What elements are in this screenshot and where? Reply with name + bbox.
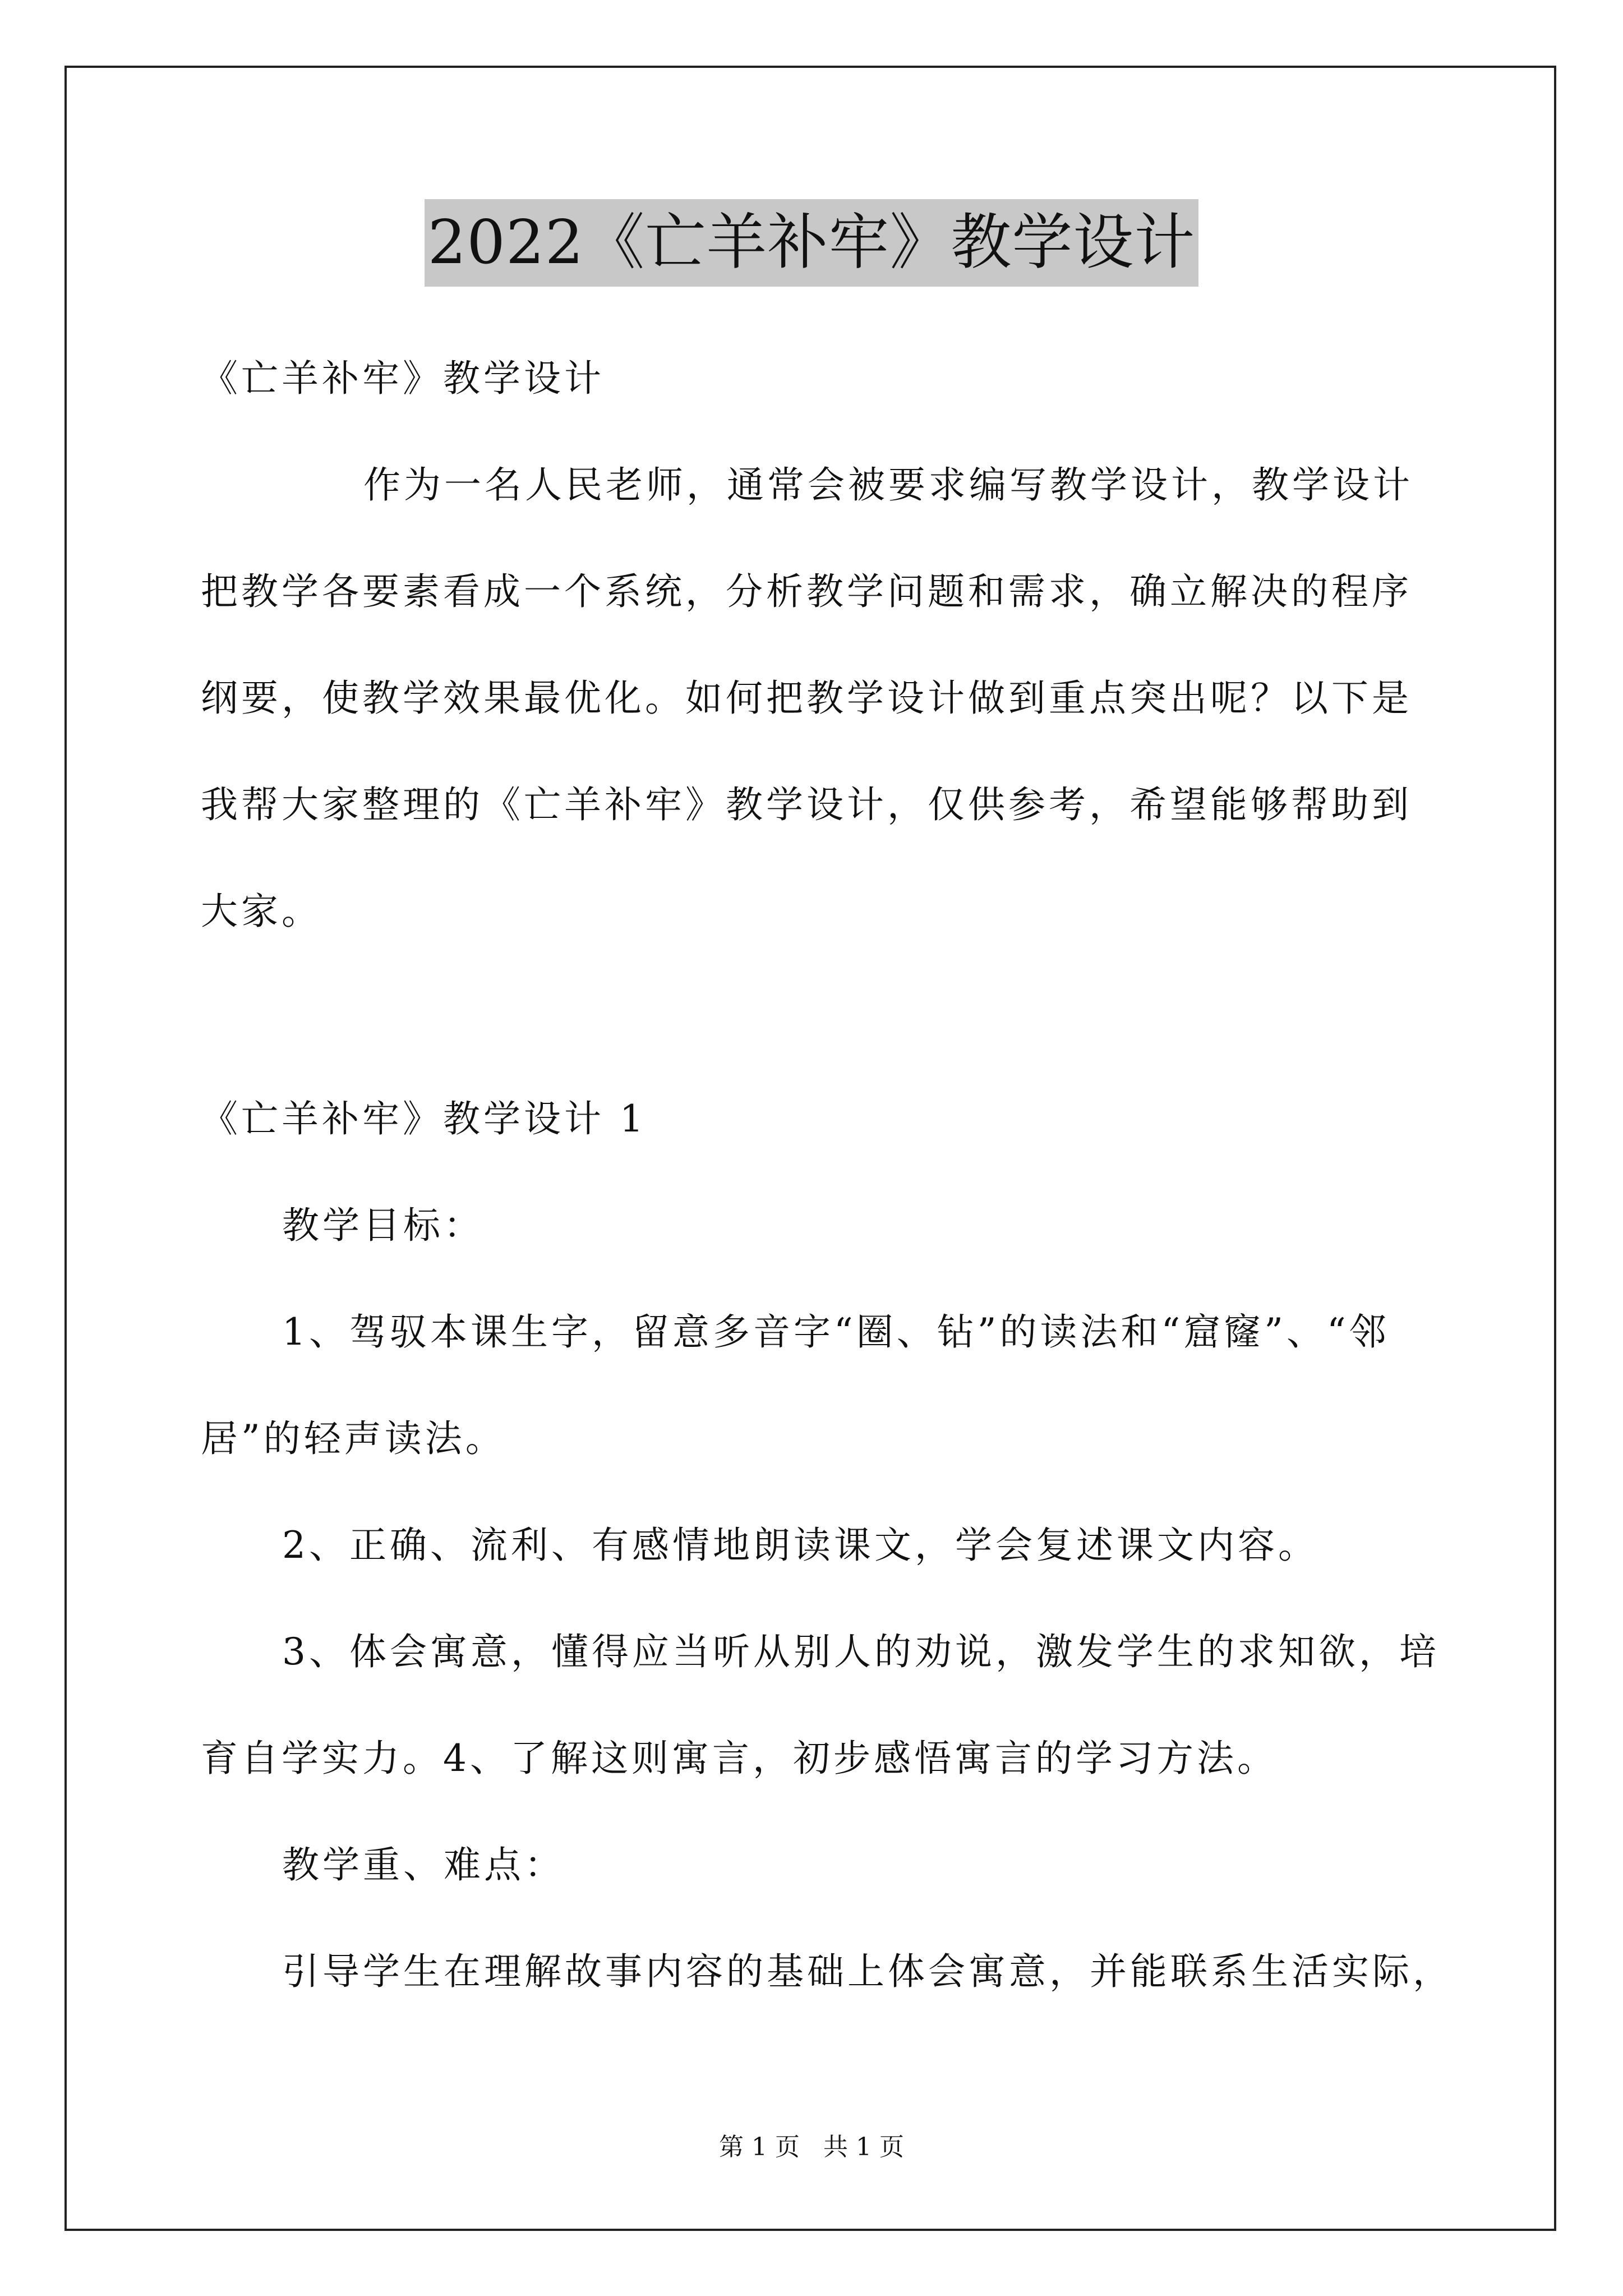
paragraph-line: 作为一名人民老师，通常会被要求编写教学设计，教学设计 (363, 463, 1413, 507)
paragraph-line: 引导学生在理解故事内容的基础上体会寓意，并能联系生活实际， (282, 1950, 1453, 1993)
paragraph-line: 纲要，使教学效果最优化。如何把教学设计做到重点突出呢？以下是 (201, 677, 1412, 720)
subtitle-line: 《亡羊补牢》教学设计 (201, 357, 605, 400)
section-heading: 《亡羊补牢》教学设计 1 (201, 1097, 647, 1140)
document-title: 2022《亡羊补牢》教学设计 (425, 199, 1199, 287)
paragraph-line: 教学目标： (282, 1204, 484, 1247)
paragraph-line: 育自学实力。4、了解这则寓言，初步感悟寓言的学习方法。 (201, 1737, 1278, 1780)
paragraph-line: 教学重、难点： (282, 1843, 565, 1887)
paragraph-line: 把教学各要素看成一个系统，分析教学问题和需求，确立解决的程序 (201, 570, 1412, 613)
paragraph-line: 我帮大家整理的《亡羊补牢》教学设计，仅供参考，希望能够帮助到 (201, 783, 1412, 826)
paragraph-line: 大家。 (201, 890, 322, 933)
paragraph-line: 2、正确、流利、有感情地朗读课文，学会复述课文内容。 (282, 1524, 1318, 1567)
page-footer: 第 1 页 共 1 页 (719, 2133, 904, 2161)
paragraph-line: 居”的轻声读法。 (201, 1417, 506, 1460)
title-container (0, 199, 1623, 287)
paragraph-line: 1、驾驭本课生字，留意多音字“圈、钻”的读法和“窟窿”、“邻 (282, 1310, 1390, 1354)
paragraph-line: 3、体会寓意，懂得应当听从别人的劝说，激发学生的求知欲，培 (282, 1630, 1440, 1673)
